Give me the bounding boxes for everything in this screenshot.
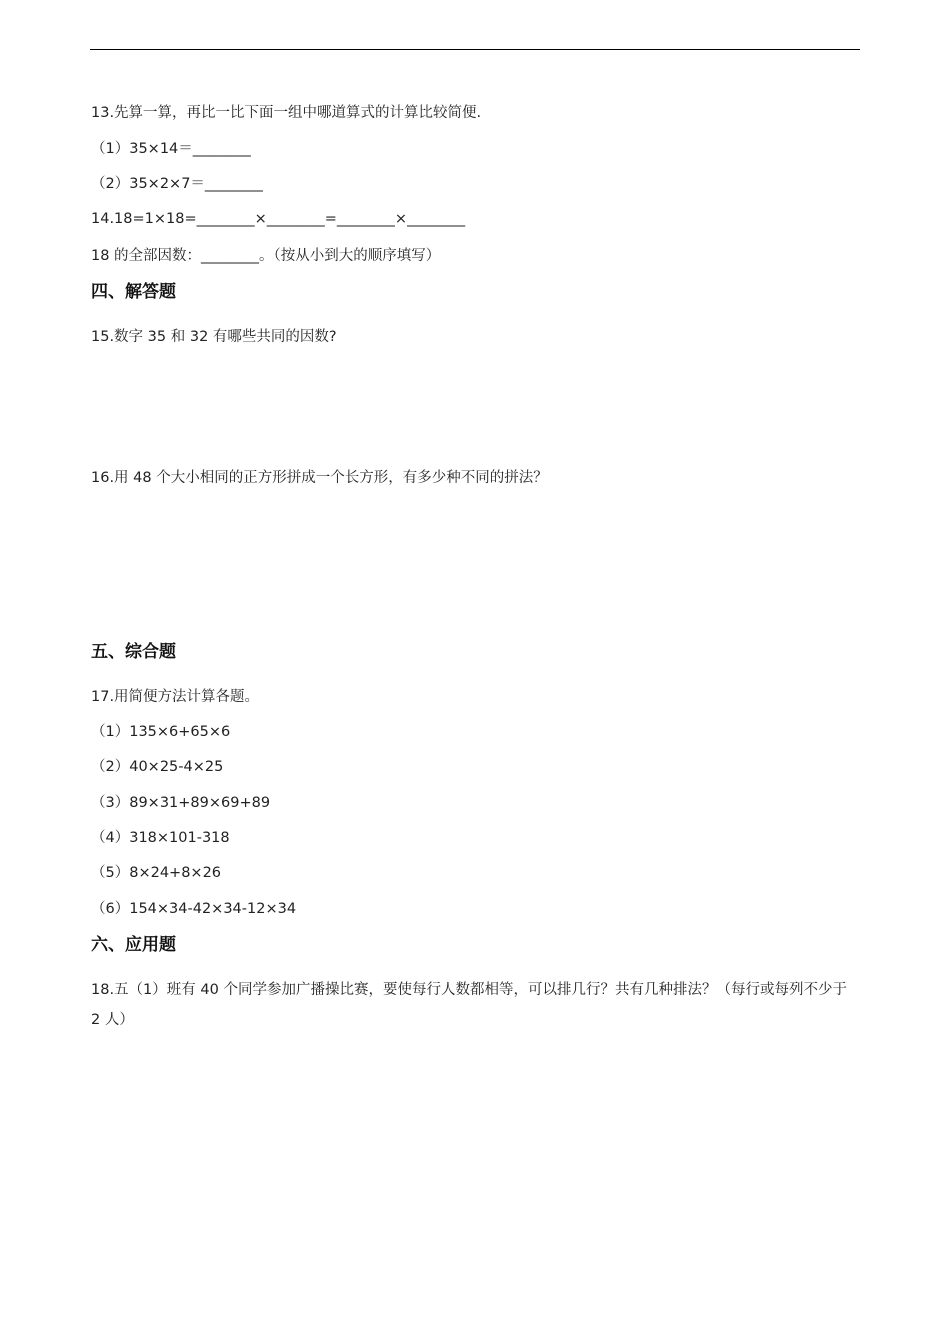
question-13-item-1: （1）35×14＝________ [91,141,251,157]
question-13-stem: 13.先算一算，再比一比下面一组中哪道算式的计算比较简便. [91,105,482,121]
question-15-stem: 15.数字 35 和 32 有哪些共同的因数? [91,329,337,345]
question-18-stem: 18.五（1）班有 40 个同学参加广播操比赛，要使每行人数都相等，可以排几行？共有几种排法？（每行或每列不少于 2 人） [91,982,847,1028]
question-17-item-4: （4）318×101-318 [91,830,230,846]
question-14-line-2: 18 的全部因数：________。（按从小到大的顺序填写） [91,248,441,264]
question-13-item-2: （2）35×2×7＝________ [91,176,263,192]
question-17-item-5: （5）8×24+8×26 [91,865,222,881]
header-rule [90,49,860,50]
section-6-heading: 六、应用题 [91,935,176,955]
section-5-heading: 五、综合题 [91,642,176,662]
question-16-stem: 16.用 48 个大小相同的正方形拼成一个长方形，有多少种不同的拼法？ [91,470,548,486]
question-17-item-2: （2）40×25-4×25 [91,759,224,775]
question-17-item-3: （3）89×31+89×69+89 [91,795,271,811]
section-4-heading: 四、解答题 [91,282,176,302]
question-17-item-1: （1）135×6+65×6 [91,724,231,740]
question-17-item-6: （6）154×34-42×34-12×34 [91,901,297,917]
question-14-line-1: 14.18=1×18=________×________=________×________ [91,211,466,227]
question-17-stem: 17.用简便方法计算各题。 [91,689,260,705]
